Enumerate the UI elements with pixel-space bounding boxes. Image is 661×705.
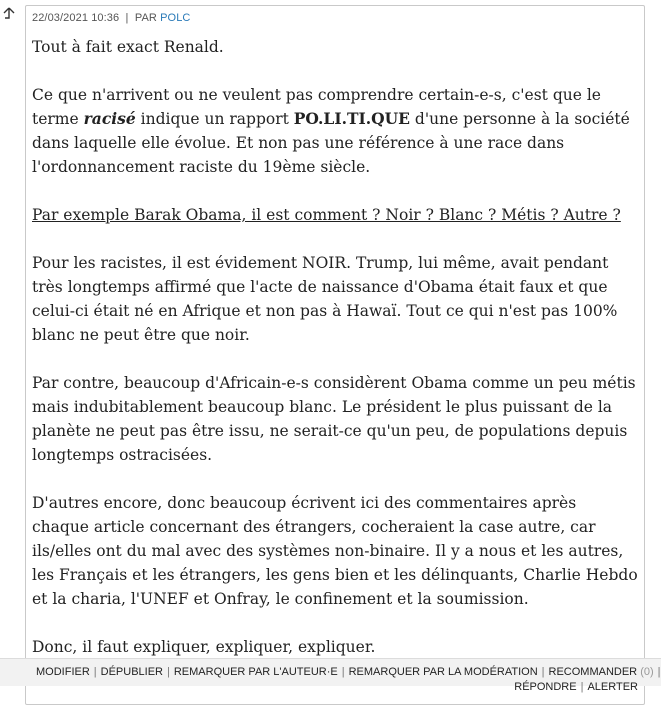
comment-paragraph: Ce que n'arrivent ou ne veulent pas comprendre certain-e-s, c'est que le terme racisé indique un rapport PO.LI.TI.QUE d'une personne à la société dans laquelle elle évolue. Et non pas une référence à une race dans l'ordonnancement raciste du 19ème siècle. xyxy=(32,86,630,176)
comment-card xyxy=(25,5,645,705)
strong-politique: PO.LI.TI.QUE xyxy=(293,109,410,128)
recommander-count: (0) xyxy=(640,666,654,678)
comment-paragraph: Par contre, beaucoup d'Africain-e-s considèrent Obama comme un peu métis mais indubitablement beaucoup blanc. Le président le plus puissant de la planète ne peut pas être issu, ne serait-ce qu'un peu, de populations depuis longtemps ostracisées. xyxy=(32,374,636,464)
actions-row-2: RÉPONDRE | ALERTER xyxy=(514,681,638,693)
remarquer-auteur-link[interactable]: REMARQUER PAR L'AUTEUR·E xyxy=(173,666,338,678)
comment-meta: 22/03/2021 10:36 | PAR POLC xyxy=(32,12,191,24)
emphasis-racise: racisé xyxy=(83,109,136,128)
comment-paragraph: Pour les racistes, il est évidement NOIR. Trump, lui même, avait pendant très longtemps affirmé que l'acte de naissance d'Obama était faux et que celui-ci était né en Afrique et non pas à Hawaï. Tout ce qui n'est pas 100% blanc ne peut être que noir. xyxy=(32,254,618,344)
comment-paragraph-underlined: Par exemple Barak Obama, il est comment ? Noir ? Blanc ? Métis ? Autre ? xyxy=(32,206,621,224)
reply-arrow-icon xyxy=(2,6,18,24)
comment-actions-bar xyxy=(0,658,661,693)
comment-author-link[interactable]: POLC xyxy=(160,12,191,24)
comment-paragraph: Donc, il faut expliquer, expliquer, expliquer. xyxy=(32,638,376,656)
comment-paragraph: Tout à fait exact Renald. xyxy=(32,38,224,56)
modifier-link[interactable]: MODIFIER xyxy=(36,666,90,678)
repondre-link[interactable]: RÉPONDRE xyxy=(514,681,577,693)
comment-by-label: PAR xyxy=(134,12,157,24)
comment-paragraph: D'autres encore, donc beaucoup écrivent ici des commentaires après chaque article concernant des étrangers, cocheraient la case autre, car ils/elles ont du mal avec des systèmes non-binaire. Il y a nous et les autres, les Français et les étrangers, les gens bien et les délinquants, Charlie Hebdo et la charia, l'UNEF et Onfray, le confinement et la soumission. xyxy=(32,494,638,608)
actions-row: MODIFIER | DÉPUBLIER | REMARQUER PAR L'AUTEUR·E | REMARQUER PAR LA MODÉRATION | RECOMMANDER (0) | xyxy=(36,666,661,678)
depublier-link[interactable]: DÉPUBLIER xyxy=(100,666,163,678)
alerter-link[interactable]: ALERTER xyxy=(587,681,638,693)
remarquer-moderation-link[interactable]: REMARQUER PAR LA MODÉRATION xyxy=(348,666,538,678)
recommander-link[interactable]: RECOMMANDER xyxy=(548,666,638,678)
comment-date: 22/03/2021 10:36 xyxy=(32,12,120,24)
comment-body xyxy=(32,35,638,683)
